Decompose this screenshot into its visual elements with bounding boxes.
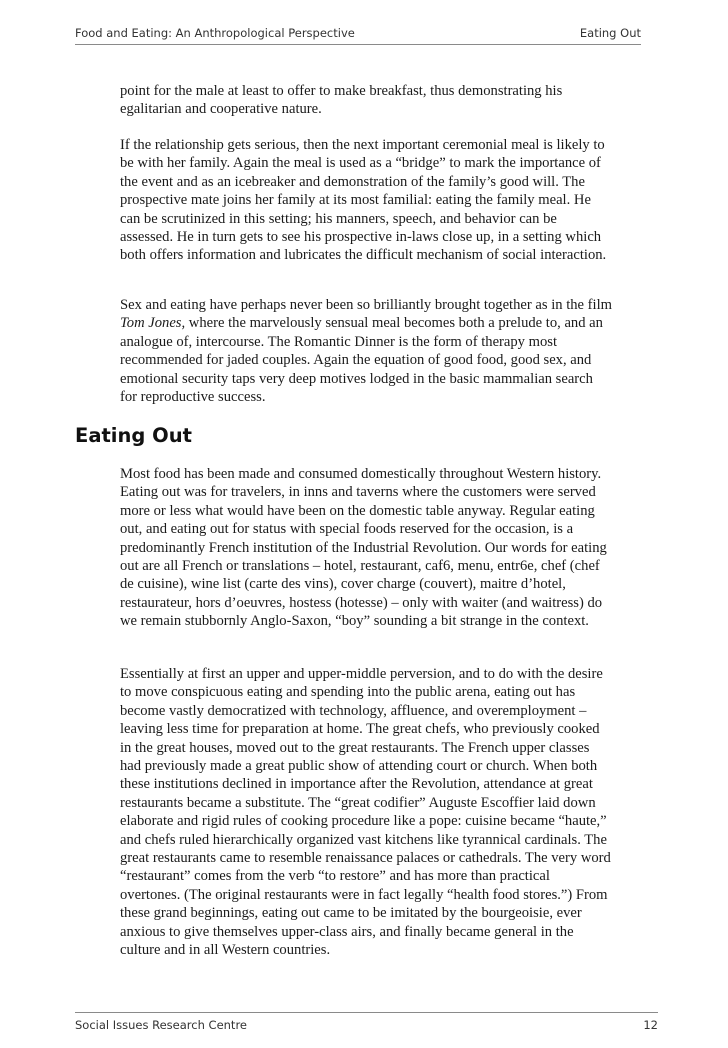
footer-organization: Social Issues Research Centre <box>75 1018 247 1032</box>
paragraph-text <box>120 296 612 406</box>
text-run: where the marvelously sensual meal becomes both a prelude to, and an analogue of, intercourse. The Romantic Dinner is the form of therapy most recommended for jaded couples. Again the equation of good food, good sex, and emotional security taps very deep motives lodged in the basic mammalian search for reproductive success. <box>120 315 603 406</box>
text-run: Sex and eating have perhaps never been so brilliantly brought together as in the film <box>120 297 612 313</box>
page-number: 12 <box>643 1018 658 1032</box>
paragraph-democratization <box>120 665 612 960</box>
paragraph-history-of-eating-out <box>120 465 612 631</box>
page-header <box>75 22 641 45</box>
paragraph-text: If the relationship gets serious, then the next important ceremonial meal is likely to be with her family. Again the meal is used as a “bridge” to mark the importance of the event and as an icebreaker and demonstration of the family’s good will. The prospective mate joins her family at its most familial: eating the family meal. He can be scrutinized in this setting; his manners, speech, and behavior can be assessed. He in turn gets to see his prospective in-laws close up, in a setting which both offers information and lubricates the difficult mechanism of social interaction. <box>120 137 607 264</box>
paragraph-text: Essentially at first an upper and upper-middle perversion, and to do with the desire to move conspicuous eating and spending into the public arena, eating out has become vastly democratized with technology, affluence, and overemployment – leaving less time for preparation at home. The great chefs, who previously cooked in the great houses, moved out to the great restaurants. The French upper classes had previously made a great public show of attending court or church. When both these institutions declined in importance after the Revolution, attendance at great restaurants became a substitute. The “great codifier” Auguste Escoffier laid down elaborate and rigid rules of cooking procedure like a pope: cuisine became “haute,” and chefs ruled hierarchically organized vast kitchens like tyrannical cardinals. The great restaurants came to resemble renaissance palaces or cathedrals. The very word “restaurant” comes from the verb “to restore” and has more than practical overtones. (The original restaurants were in fact legally “health food stores.”) From these grand beginnings, eating out came to be imitated by the bourgeoisie, ever anxious to give themselves upper-class airs, and finally became general in the culture and in all Western countries. <box>120 666 611 959</box>
paragraph-family-meal <box>120 136 612 265</box>
header-section-title: Eating Out <box>579 26 641 40</box>
film-title: Tom Jones, <box>120 315 186 332</box>
paragraph-breakfast <box>120 82 612 119</box>
section-heading: Eating Out <box>75 424 192 447</box>
header-document-title: Food and Eating: An Anthropological Perspective <box>75 26 355 40</box>
paragraph-text: point for the male at least to offer to make breakfast, thus demonstrating his egalitarian and cooperative nature. <box>120 83 563 118</box>
paragraph-sex-and-eating <box>120 296 612 406</box>
page-footer <box>75 1012 658 1032</box>
paragraph-text: Most food has been made and consumed domestically throughout Western history. Eating out was for travelers, in inns and taverns where the customers were served more or less what would have been on the domestic table anyway. Regular eating out, and eating out for status with special foods reserved for the occasion, is a predominantly French institution of the Industrial Revolution. Our words for eating out are all French or translations – hotel, restaurant, caf6, menu, entr6e, chef (chef de cuisine), wine list (carte des vins), cover charge (couvert), maitre d’hotel, restaurateur, hors d’oeuvres, hostess (hotesse) – only with waiter (and waitress) do we remain stubbornly Anglo-Saxon, “boy” sounding a bit strange in the context. <box>120 466 607 630</box>
